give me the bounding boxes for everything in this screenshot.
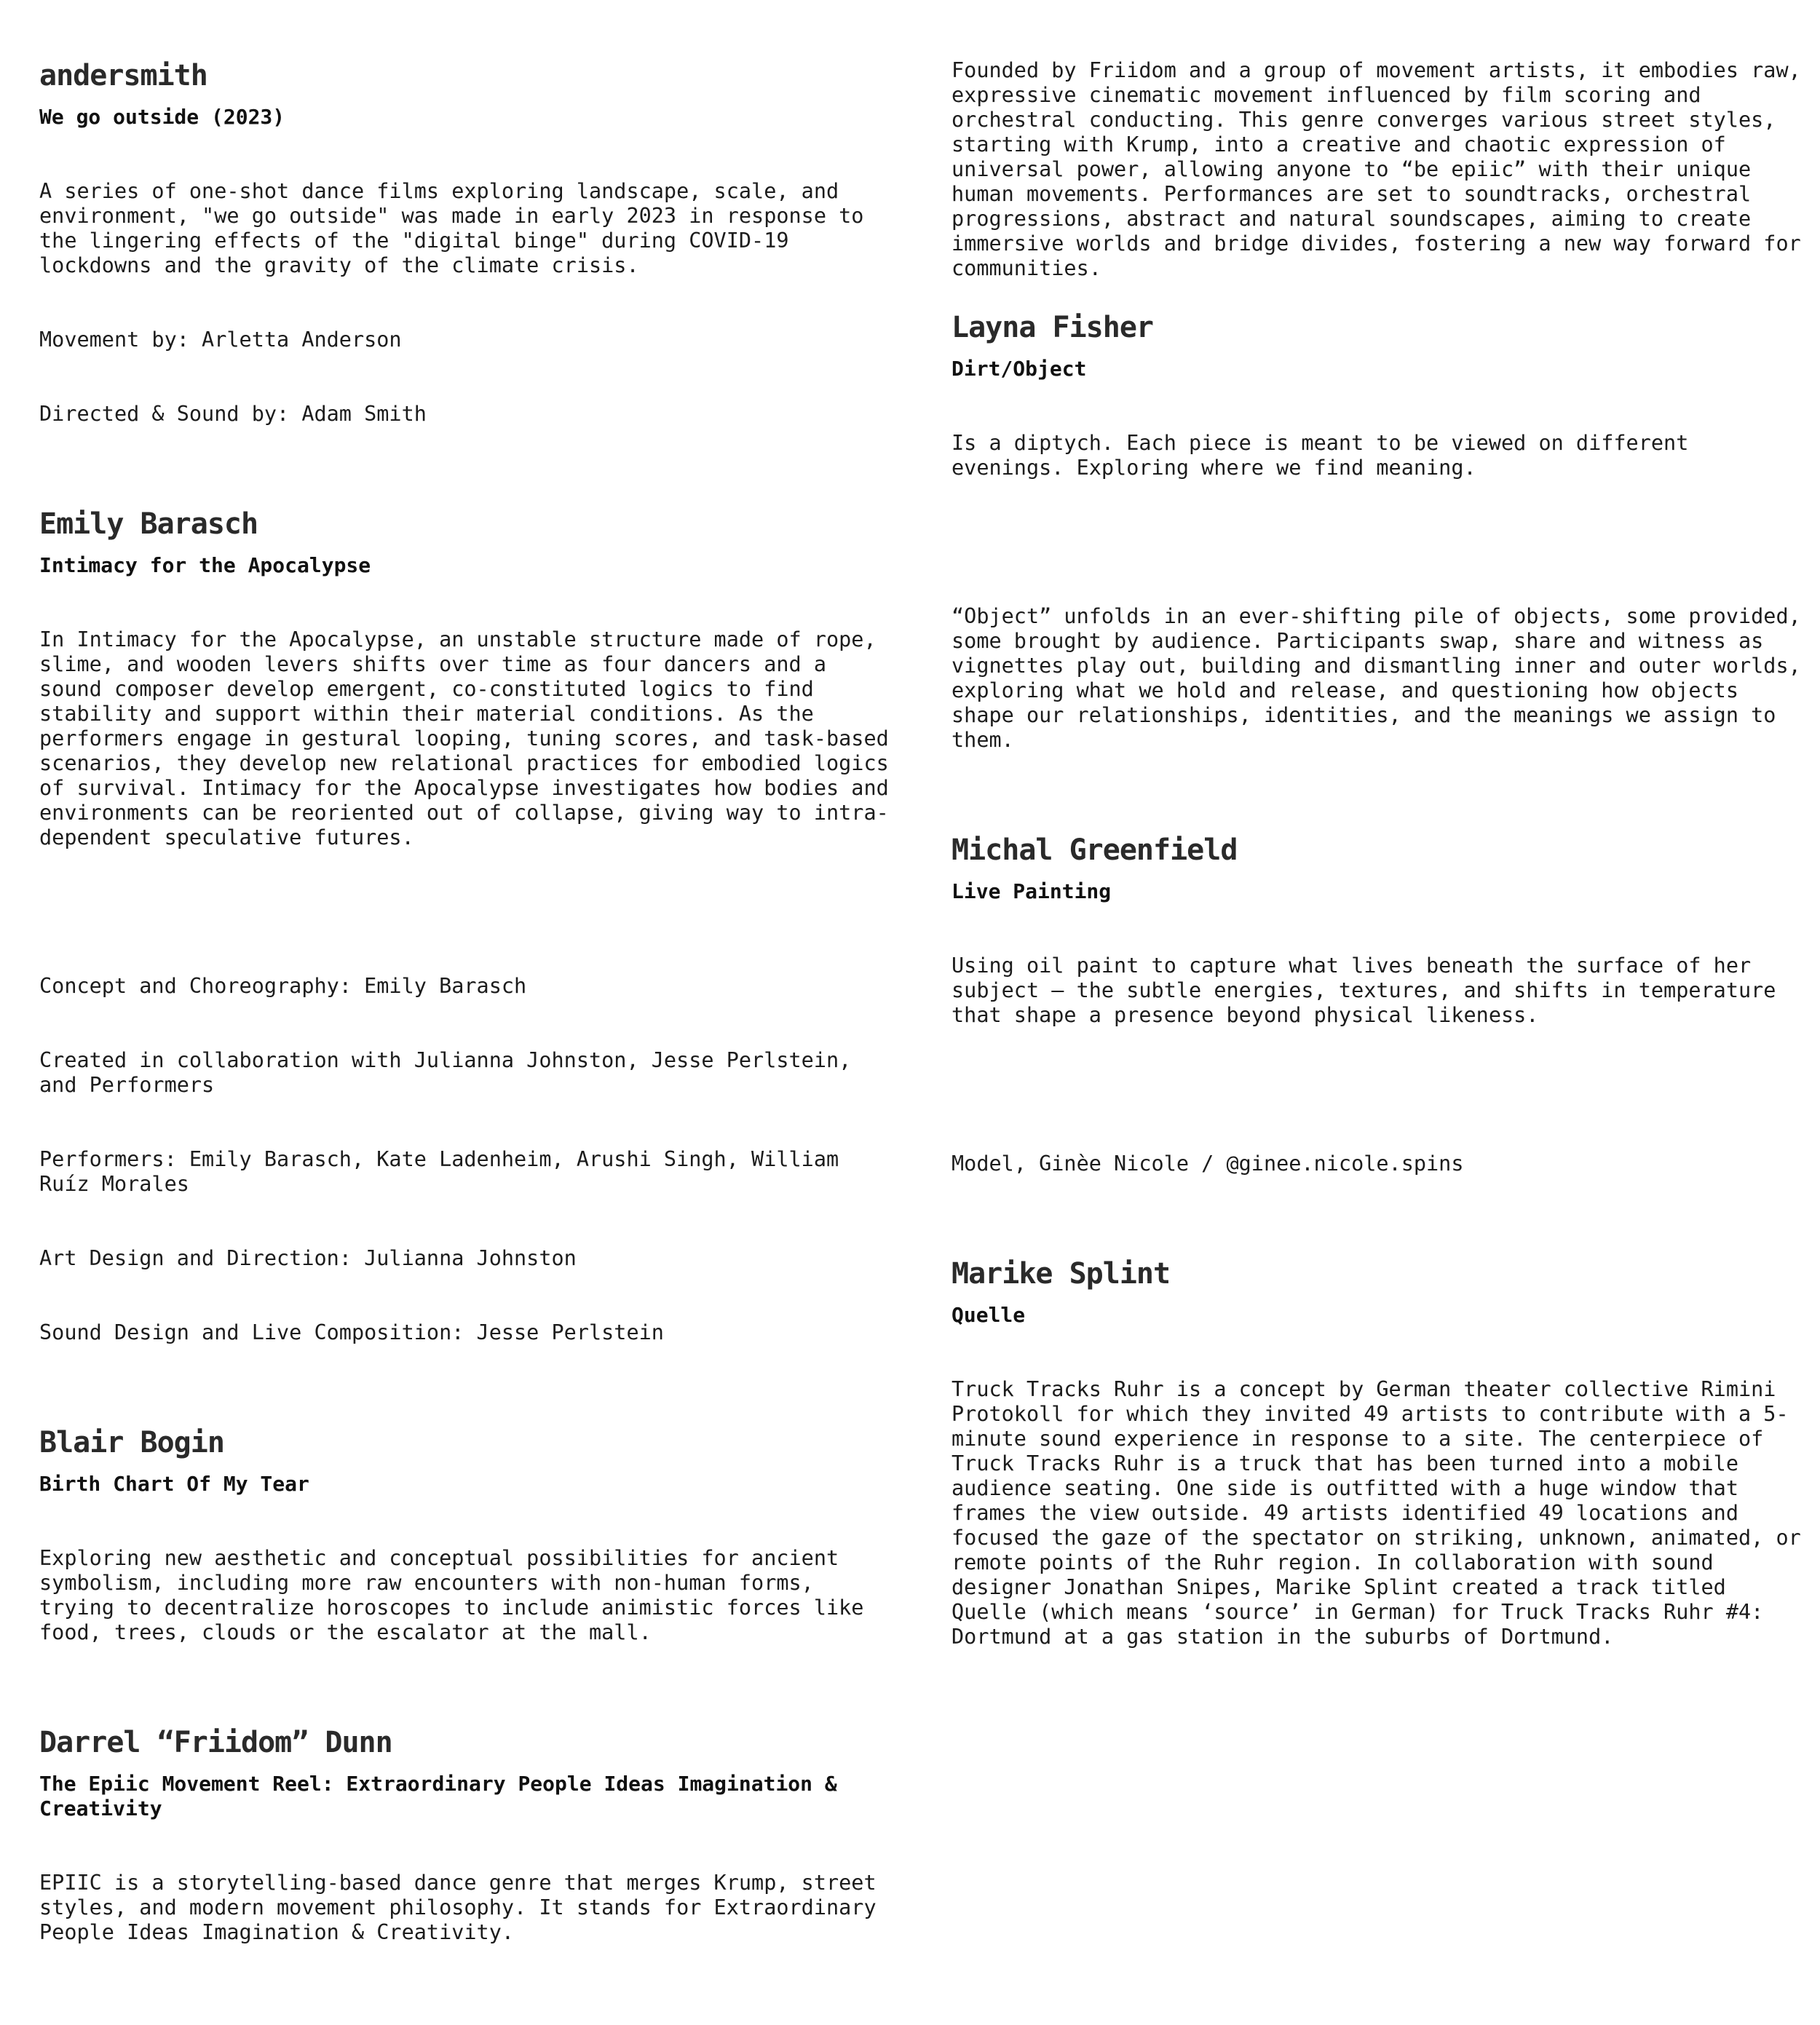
work-description: Using oil paint to capture what lives beneath the surface of her subject — the subtle energies, textures, and shifts in temperature that shape a presence beyond physical likeness.	[951, 954, 1789, 1027]
work-description: Truck Tracks Ruhr is a concept by German theater collective Rimini Protokoll for which they invited 49 artists to contribute with a 5-minute sound experience in response to a site. The centerpiece of Truck Tracks Ruhr is a truck that has been turned into a mobile audience seating. One side is outfitted with a huge window that frames the view outside. 49 artists identified 49 locations and focused the gaze of the spectator on striking, unknown, animated, or remote points of the Ruhr region. In collaboration with sound designer Jonathan Snipes, Marike Splint created a track titled Quelle (which means ‘source’ in German) for Truck Tracks Ruhr #4: Dortmund at a gas station in the suburbs of Dortmund.	[951, 1377, 1813, 1649]
credit-line: Directed & Sound by: Adam Smith	[39, 402, 427, 426]
left-column	[39, 58, 901, 2025]
dunn-description-continued: Founded by Friidom and a group of movement artists, it embodies raw, expressive cinematic movement influenced by film scoring and orchestral conducting. This genre converges various street styles, starting with Krump, into a creative and chaotic expression of universal power, allowing anyone to “be epiic” with their unique human movements. Performances are set to soundtracks, orchestral progressions, abstract and natural soundscapes, aiming to create immersive worlds and bridge divides, fostering a new way forward for communities.	[951, 58, 1813, 280]
artist-name: Darrel “Friidom” Dunn	[39, 1726, 392, 1759]
artist-name: Blair Bogin	[39, 1426, 224, 1459]
work-body	[951, 1328, 1811, 1699]
entry-layna-fisher	[951, 310, 1811, 802]
work-body	[39, 1821, 898, 1994]
work-title: Dirt/Object	[951, 357, 1087, 381]
credit-line: Created in collaboration with Julianna Johnston, Jesse Perlstein, and Performers	[39, 1048, 864, 1097]
work-description: Exploring new aesthetic and conceptual possibilities for ancient symbolism, including more raw encounters with non-human forms, trying to decentralize horoscopes to include animistic forces like food, trees, clouds or the escalator at the mall.	[39, 1546, 877, 1644]
work-description: Is a diptych. Each piece is meant to be viewed on different evenings. Exploring where we find meaning.	[951, 431, 1701, 480]
work-title: Live Painting	[951, 879, 1112, 903]
credit-line: Sound Design and Live Composition: Jesse Perlstein	[39, 1320, 664, 1344]
right-column	[951, 58, 1811, 1729]
entry-blair-bogin	[39, 1425, 898, 1695]
work-title: We go outside (2023)	[39, 105, 285, 129]
credit-line: Model, Ginèe Nicole / @ginee.nicole.spins	[951, 1152, 1464, 1176]
artist-name: Michal Greenfield	[951, 833, 1238, 867]
entry-emily-barasch	[39, 507, 901, 1395]
paragraph-gap	[951, 530, 1811, 555]
artist-name: Layna Fisher	[951, 311, 1153, 344]
work-body	[39, 130, 898, 476]
paragraph-gap	[39, 900, 898, 924]
entry-andersmith	[39, 58, 898, 476]
entry-michal-greenfield	[951, 833, 1811, 1226]
artist-name: Emily Barasch	[39, 507, 258, 541]
work-body	[951, 904, 1811, 1226]
entry-marike-splint	[951, 1256, 1811, 1699]
work-title: Intimacy for the Apocalypse	[39, 553, 371, 577]
work-title: Birth Chart Of My Tear	[39, 1472, 309, 1496]
credit-line: Performers: Emily Barasch, Kate Ladenheim, Arushi Singh, William Ruíz Morales	[39, 1147, 852, 1196]
credit-line: Art Design and Direction: Julianna Johnston	[39, 1246, 577, 1270]
artist-name: Marike Splint	[951, 1257, 1171, 1291]
work-description: A series of one-shot dance films exploring landscape, scale, and environment, "we go outside" was made in early 2023 in response to the lingering effects of the "digital binge" during COVID-19 lockdowns and the gravity of the climate crisis.	[39, 179, 877, 277]
work-body	[39, 578, 901, 1395]
work-description: EPIIC is a storytelling-based dance genre that merges Krump, street styles, and modern movement philosophy. It stands for Extraordinary People Ideas Imagination & Creativity.	[39, 1871, 889, 1944]
work-description: “Object” unfolds in an ever-shifting pile of objects, some provided, some brought by audience. Participants swap, share and witness as vignettes play out, building and dismantling inner and outer worlds, exploring what we hold and release, and questioning how objects shape our relationships, identities, and the meanings we assign to them.	[951, 604, 1813, 752]
work-description: In Intimacy for the Apocalypse, an unstable structure made of rope, slime, and wooden levers shifts over time as four dancers and a sound composer develop emergent, co-constituted logics to find stability and support within their material conditions. As the performers engage in gestural looping, tuning scores, and task-based scenarios, they develop new relational practices for embodied logics of survival. Intimacy for the Apocalypse investigates how bodies and environments can be reoriented out of collapse, giving way to intra-dependent speculative futures.	[39, 627, 901, 849]
work-title: Quelle	[951, 1303, 1026, 1327]
paragraph-gap	[951, 1077, 1811, 1102]
work-body	[39, 1497, 898, 1695]
work-body	[951, 381, 1811, 802]
entry-darrel-dunn	[39, 1725, 898, 1994]
artist-name: andersmith	[39, 59, 207, 92]
credit-line: Movement by: Arletta Anderson	[39, 328, 402, 352]
work-title: The Epiic Movement Reel: Extraordinary People Ideas Imagination & Creativity	[39, 1772, 837, 1820]
credit-line: Concept and Choreography: Emily Barasch	[39, 974, 527, 998]
